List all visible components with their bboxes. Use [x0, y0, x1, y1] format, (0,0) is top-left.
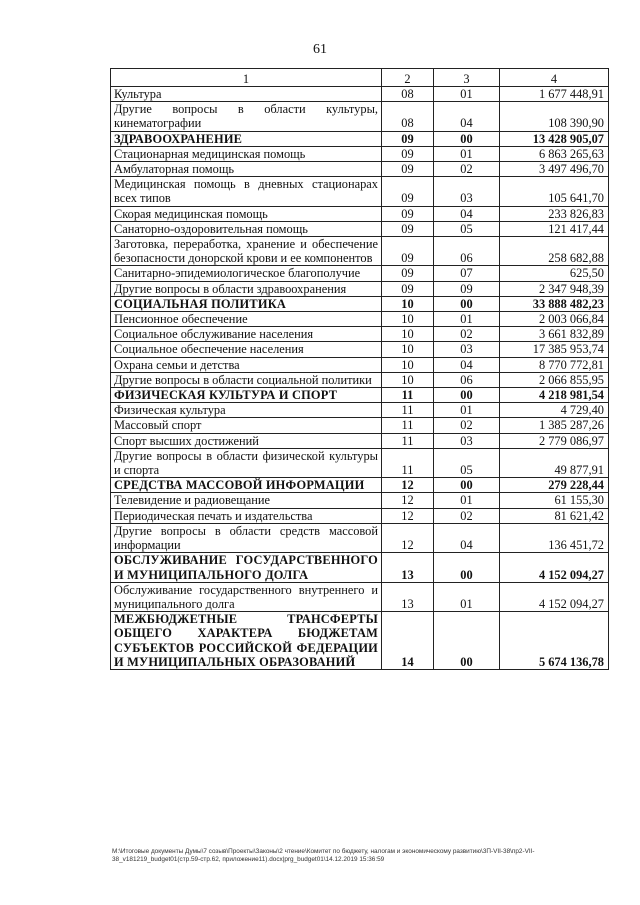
header-col-2: 2 [382, 69, 434, 87]
row-name: Социальное обслуживание населения [111, 327, 382, 342]
row-name: Физическая культура [111, 403, 382, 418]
row-section: 09 [382, 221, 434, 236]
row-amount: 4 152 094,27 [500, 582, 609, 611]
row-subsection: 02 [434, 162, 500, 177]
row-name: Санитарно-эпидемиологическое благополучие [111, 266, 382, 281]
row-amount: 2 066 855,95 [500, 372, 609, 387]
row-section: 10 [382, 372, 434, 387]
table-row [111, 372, 609, 387]
row-section: 10 [382, 296, 434, 311]
budget-table [110, 68, 609, 670]
header-col-4: 4 [500, 69, 609, 87]
row-subsection: 09 [434, 281, 500, 296]
table-header-row [111, 69, 609, 87]
row-section: 13 [382, 553, 434, 582]
page-number: 61 [313, 42, 327, 57]
row-section: 11 [382, 388, 434, 403]
row-name: Охрана семьи и детства [111, 357, 382, 372]
row-section: 08 [382, 102, 434, 131]
row-subsection: 04 [434, 523, 500, 552]
table-row [111, 478, 609, 493]
row-section: 09 [382, 131, 434, 146]
row-amount: 33 888 482,23 [500, 296, 609, 311]
table-row [111, 312, 609, 327]
table-row [111, 388, 609, 403]
row-name: Стационарная медицинская помощь [111, 146, 382, 161]
row-amount: 8 770 772,81 [500, 357, 609, 372]
row-name: Медицинская помощь в дневных стационарах всех типов [111, 177, 382, 206]
table-row [111, 357, 609, 372]
row-subsection: 02 [434, 418, 500, 433]
row-amount: 49 877,91 [500, 448, 609, 477]
row-subsection: 01 [434, 312, 500, 327]
row-amount: 2 347 948,39 [500, 281, 609, 296]
row-subsection: 03 [434, 433, 500, 448]
row-subsection: 01 [434, 403, 500, 418]
row-subsection: 03 [434, 177, 500, 206]
table-row [111, 448, 609, 477]
row-name: Скорая медицинская помощь [111, 206, 382, 221]
row-name: Другие вопросы в области социальной политики [111, 372, 382, 387]
table-row [111, 342, 609, 357]
row-subsection: 01 [434, 493, 500, 508]
table-row [111, 582, 609, 611]
row-amount: 2 003 066,84 [500, 312, 609, 327]
table-row [111, 206, 609, 221]
table-row [111, 523, 609, 552]
row-name: МЕЖБЮДЖЕТНЫЕ ТРАНСФЕРТЫ ОБЩЕГО ХАРАКТЕРА БЮДЖЕТАМ СУБЪЕКТОВ РОССИЙСКОЙ ФЕДЕРАЦИИ И МУНИЦИПАЛЬНЫХ ОБРАЗОВАНИЙ [111, 612, 382, 670]
row-amount: 17 385 953,74 [500, 342, 609, 357]
row-subsection: 00 [434, 131, 500, 146]
row-name: Периодическая печать и издательства [111, 508, 382, 523]
document-path-footer: M:\Итоговые документы Думы\7 созыв\Проекты\Законы\2 чтение\Комитет по бюджету, налогам и экономическому развитию\3П-VII-38\пр2-VII-38_v181219_budget01(стр.59-стр.62, приложение11).docx|prg_budget01\14.12.2019 15:36:59 [112, 848, 535, 863]
row-name: ФИЗИЧЕСКАЯ КУЛЬТУРА И СПОРТ [111, 388, 382, 403]
row-amount: 105 641,70 [500, 177, 609, 206]
row-subsection: 00 [434, 388, 500, 403]
row-section: 09 [382, 266, 434, 281]
row-name: Пенсионное обеспечение [111, 312, 382, 327]
row-subsection: 00 [434, 296, 500, 311]
row-subsection: 02 [434, 508, 500, 523]
row-amount: 4 152 094,27 [500, 553, 609, 582]
row-section: 09 [382, 206, 434, 221]
row-amount: 13 428 905,07 [500, 131, 609, 146]
row-section: 11 [382, 433, 434, 448]
row-amount: 4 729,40 [500, 403, 609, 418]
row-amount: 81 621,42 [500, 508, 609, 523]
table-row [111, 327, 609, 342]
row-subsection: 06 [434, 237, 500, 266]
table-row [111, 177, 609, 206]
row-name: Спорт высших достижений [111, 433, 382, 448]
row-amount: 625,50 [500, 266, 609, 281]
row-name: Заготовка, переработка, хранение и обеспечение безопасности донорской крови и ее компонентов [111, 237, 382, 266]
table-row [111, 237, 609, 266]
row-name: Обслуживание государственного внутреннего и муниципального долга [111, 582, 382, 611]
row-section: 08 [382, 87, 434, 102]
table-row [111, 146, 609, 161]
row-section: 14 [382, 612, 434, 670]
row-amount: 6 863 265,63 [500, 146, 609, 161]
row-section: 10 [382, 357, 434, 372]
table-row [111, 221, 609, 236]
row-subsection: 07 [434, 266, 500, 281]
row-section: 11 [382, 448, 434, 477]
row-name: Социальное обеспечение населения [111, 342, 382, 357]
row-section: 10 [382, 312, 434, 327]
table-row [111, 102, 609, 131]
row-subsection: 00 [434, 478, 500, 493]
row-section: 10 [382, 327, 434, 342]
row-amount: 2 779 086,97 [500, 433, 609, 448]
row-name: Массовый спорт [111, 418, 382, 433]
row-subsection: 01 [434, 146, 500, 161]
row-amount: 3 661 832,89 [500, 327, 609, 342]
row-name: Амбулаторная помощь [111, 162, 382, 177]
row-section: 10 [382, 342, 434, 357]
table-row [111, 493, 609, 508]
row-amount: 61 155,30 [500, 493, 609, 508]
row-name: СОЦИАЛЬНАЯ ПОЛИТИКА [111, 296, 382, 311]
table-row [111, 612, 609, 670]
row-section: 09 [382, 281, 434, 296]
table-row [111, 131, 609, 146]
row-section: 09 [382, 237, 434, 266]
table-row [111, 508, 609, 523]
row-section: 09 [382, 177, 434, 206]
row-name: Другие вопросы в области средств массовой информации [111, 523, 382, 552]
row-amount: 258 682,88 [500, 237, 609, 266]
row-amount: 1 385 287,26 [500, 418, 609, 433]
row-section: 11 [382, 403, 434, 418]
row-subsection: 03 [434, 342, 500, 357]
row-subsection: 01 [434, 582, 500, 611]
row-subsection: 05 [434, 221, 500, 236]
row-amount: 108 390,90 [500, 102, 609, 131]
row-section: 09 [382, 146, 434, 161]
row-name: СРЕДСТВА МАССОВОЙ ИНФОРМАЦИИ [111, 478, 382, 493]
row-amount: 1 677 448,91 [500, 87, 609, 102]
row-amount: 136 451,72 [500, 523, 609, 552]
row-subsection: 00 [434, 612, 500, 670]
table-row [111, 281, 609, 296]
row-section: 09 [382, 162, 434, 177]
row-amount: 121 417,44 [500, 221, 609, 236]
row-amount: 233 826,83 [500, 206, 609, 221]
row-name: Культура [111, 87, 382, 102]
row-name: ЗДРАВООХРАНЕНИЕ [111, 131, 382, 146]
table-row [111, 87, 609, 102]
table-row [111, 266, 609, 281]
row-section: 12 [382, 508, 434, 523]
row-section: 12 [382, 478, 434, 493]
row-amount: 3 497 496,70 [500, 162, 609, 177]
header-col-1: 1 [111, 69, 382, 87]
table-row [111, 553, 609, 582]
row-subsection: 04 [434, 102, 500, 131]
header-col-3: 3 [434, 69, 500, 87]
row-section: 12 [382, 493, 434, 508]
row-subsection: 02 [434, 327, 500, 342]
row-subsection: 06 [434, 372, 500, 387]
row-amount: 4 218 981,54 [500, 388, 609, 403]
row-name: Телевидение и радиовещание [111, 493, 382, 508]
table-row [111, 418, 609, 433]
row-subsection: 00 [434, 553, 500, 582]
table-row [111, 403, 609, 418]
row-name: Другие вопросы в области культуры, кинематографии [111, 102, 382, 131]
row-subsection: 04 [434, 206, 500, 221]
row-subsection: 01 [434, 87, 500, 102]
table-row [111, 296, 609, 311]
row-section: 12 [382, 523, 434, 552]
table-row [111, 433, 609, 448]
row-amount: 279 228,44 [500, 478, 609, 493]
table-row [111, 162, 609, 177]
row-subsection: 04 [434, 357, 500, 372]
row-name: Санаторно-оздоровительная помощь [111, 221, 382, 236]
row-section: 11 [382, 418, 434, 433]
row-section: 13 [382, 582, 434, 611]
row-amount: 5 674 136,78 [500, 612, 609, 670]
edge-scan-mark [632, 545, 638, 615]
row-name: ОБСЛУЖИВАНИЕ ГОСУДАРСТВЕННОГО И МУНИЦИПАЛЬНОГО ДОЛГА [111, 553, 382, 582]
row-name: Другие вопросы в области здравоохранения [111, 281, 382, 296]
row-subsection: 05 [434, 448, 500, 477]
row-name: Другие вопросы в области физической культуры и спорта [111, 448, 382, 477]
